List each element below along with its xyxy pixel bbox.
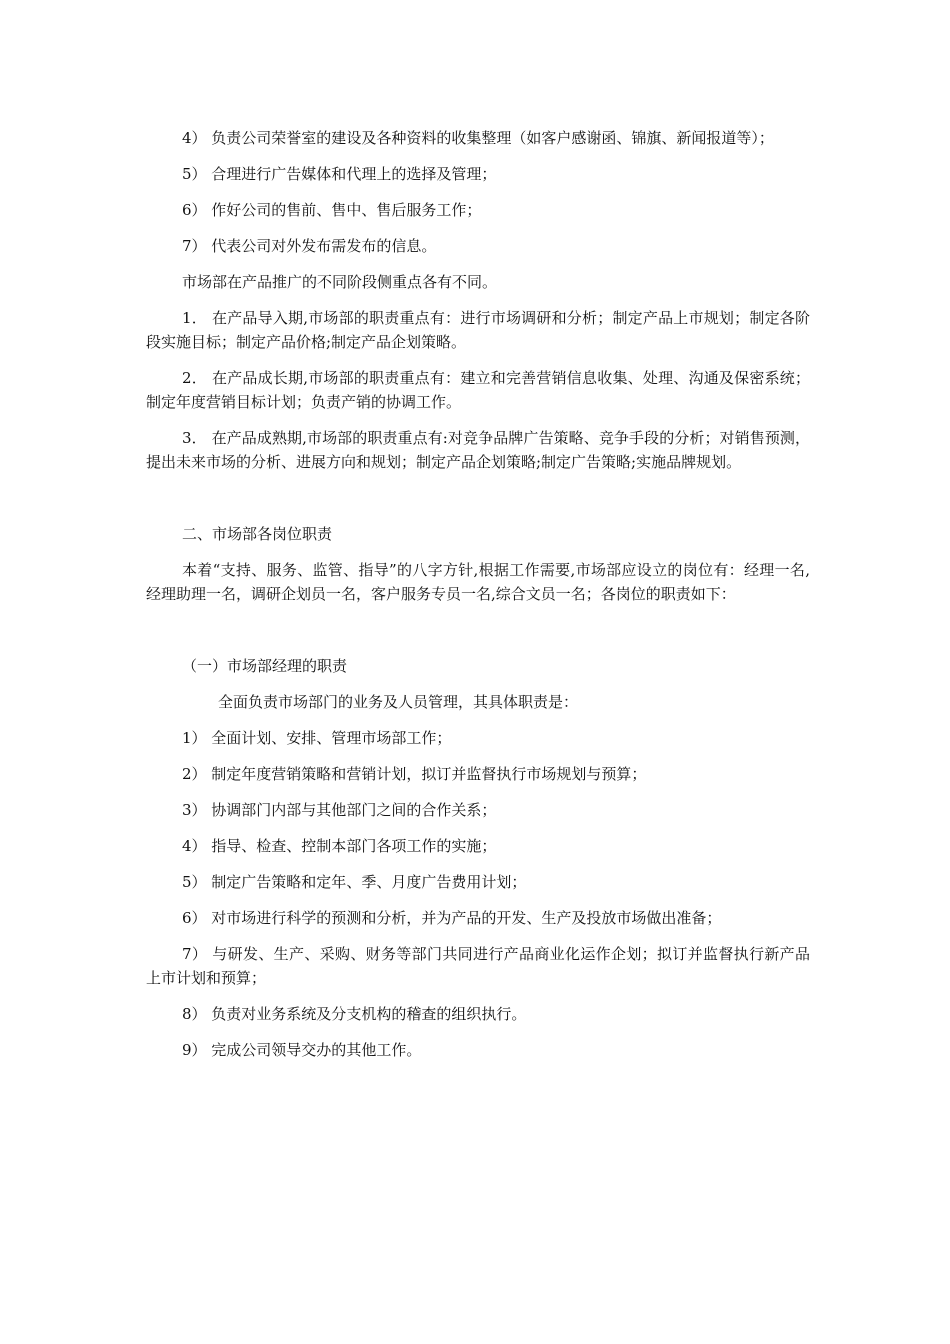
list-item: 7） 与研发、生产、采购、财务等部门共同进行产品商业化运作企划；拟订并监督执行新产品上市计划和预算； [146, 945, 810, 987]
list-item: 5） 制定广告策略和定年、季、月度广告费用计划； [182, 873, 527, 891]
subsection-heading: （一）市场部经理的职责 [182, 657, 348, 675]
list-item: 2） 制定年度营销策略和营销计划，拟订并监督执行市场规划与预算； [182, 765, 647, 783]
document-body [146, 126, 810, 1062]
list-item: 1） 全面计划、安排、管理市场部工作； [182, 729, 452, 747]
list-item: 4） 负责公司荣誉室的建设及各种资料的收集整理（如客户感谢函、锦旗、新闻报道等）； [182, 129, 774, 147]
list-item: 3） 协调部门内部与其他部门之间的合作关系； [182, 801, 497, 819]
body-paragraph: 本着“支持、服务、监管、指导”的八字方针,根据工作需要,市场部应设立的岗位有：经理一名,经理助理一名，调研企划员一名，客户服务专员一名,综合文员一名；各岗位的职责如下： [146, 561, 810, 603]
list-item: 5） 合理进行广告媒体和代理上的选择及管理； [182, 165, 497, 183]
list-item: 9） 完成公司领导交办的其他工作。 [182, 1041, 422, 1059]
list-item: 3． 在产品成熟期,市场部的职责重点有:对竞争品牌广告策略、竞争手段的分析；对销售预测，提出未来市场的分析、进展方向和规划；制定产品企划策略;制定广告策略;实施品牌规划。 [146, 429, 810, 471]
list-item: 2． 在产品成长期,市场部的职责重点有：建立和完善营销信息收集、处理、沟通及保密系统；制定年度营销目标计划；负责产销的协调工作。 [146, 369, 810, 411]
list-item: 8） 负责对业务系统及分支机构的稽查的组织执行。 [182, 1005, 527, 1023]
body-paragraph: 全面负责市场部门的业务及人员管理，其具体职责是： [218, 693, 579, 711]
list-item: 6） 对市场进行科学的预测和分析，并为产品的开发、生产及投放市场做出准备； [182, 909, 722, 927]
list-item: 1． 在产品导入期,市场部的职责重点有：进行市场调研和分析；制定产品上市规划；制定各阶段实施目标；制定产品价格;制定产品企划策略。 [146, 309, 810, 351]
list-item: 4） 指导、检查、控制本部门各项工作的实施； [182, 837, 497, 855]
body-paragraph: 市场部在产品推广的不同阶段侧重点各有不同。 [182, 273, 498, 291]
list-item: 6） 作好公司的售前、售中、售后服务工作； [182, 201, 482, 219]
list-item: 7） 代表公司对外发布需发布的信息。 [182, 237, 437, 255]
section-heading: 二、市场部各岗位职责 [182, 525, 333, 543]
